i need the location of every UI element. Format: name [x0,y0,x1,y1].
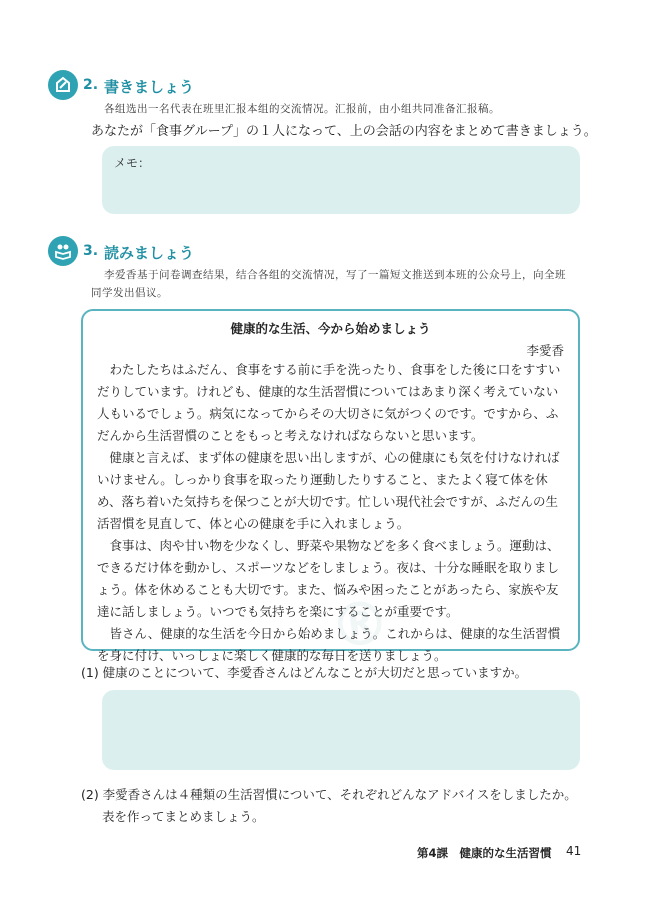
question-1: (1) 健康のことについて、李愛香さんはどんなことが大切だと思っていますか。 [81,665,528,680]
essay-paragraph-3: 食事は、肉や甘い物を少なくし、野菜や果物などを多く食べましょう。運動は、できるだけ体を動かし、スポーツなどをしましょう。夜は、十分な睡眠を取りましょう。体を休めることも大切です。また、悩みや困ったことがあったら、家族や友達に話しましょう。いつでも気持ちを楽にすることが重要です。 [97,538,560,619]
essay-paragraph-2: 健康と言えば、まず体の健康を思い出しますが、心の健康にも気を付けなければいけません。しっかり食事を取ったり運動したりすること、またよく寝て体を休め、落ち着いた気持ちを保つことが大切です。忙しい現代社会ですが、ふだんの生活習慣を見直して、体と心の健康を手に入れましょう。 [97,450,560,531]
section2-number: 2. [83,77,99,93]
section3-number: 3. [83,243,99,259]
section2-title: 書きましょう [104,78,195,96]
page-number: 41 [566,844,582,858]
write-section-icon [48,70,78,100]
section2-instruction: あなたが「食事グループ」の１人になって、上の会話の内容をまとめて書きましょう。 [91,124,597,139]
read-section-icon [48,236,78,266]
section3-chinese-note-line2: 同学发出倡议。 [91,287,168,299]
question-2-line1: (2) 李愛香さんは４種類の生活習慣について、それぞれどんなアドバイスをしましたか。 [81,787,577,802]
memo-label: メモ： [114,156,151,170]
essay-paragraph-1: わたしたちはふだん、食事をする前に手を洗ったり、食事をした後に口をすすいだりしています。けれども、健康的な生活習慣についてはあまり深く考えていない人もいるでしょう。病気になってからその大切さに気がつくのです。ですから、ふだんから生活習慣のことをもっと考えなければならないと思います。 [97,362,561,443]
chapter-footer: 第4課 健康的な生活習慣 [417,846,552,860]
essay-box [81,309,580,663]
memo-box[interactable] [102,146,580,214]
essay-author: 李愛香 [526,343,564,358]
essay-paragraph-4: 皆さん、健康的な生活を今日から始めましょう。これからは、健康的な生活習慣を身に付け、いっしょに楽しく健康的な毎日を送りましょう。 [97,626,561,663]
section3-title: 読みましょう [104,244,195,262]
essay-title: 健康的な生活、今から始めましょう [230,321,431,336]
section3-chinese-note-line1: 李爱香基于问卷调查结果，结合各组的交流情况，写了一篇短文推送到本班的公众号上，向全班 [104,269,566,281]
section2-chinese-note: 各组选出一名代表在班里汇报本组的交流情况。汇报前，由小组共同准备汇报稿。 [104,103,500,115]
question-2-line2: 表を作ってまとめましょう。 [102,809,265,824]
answer-box-1[interactable] [102,690,580,770]
